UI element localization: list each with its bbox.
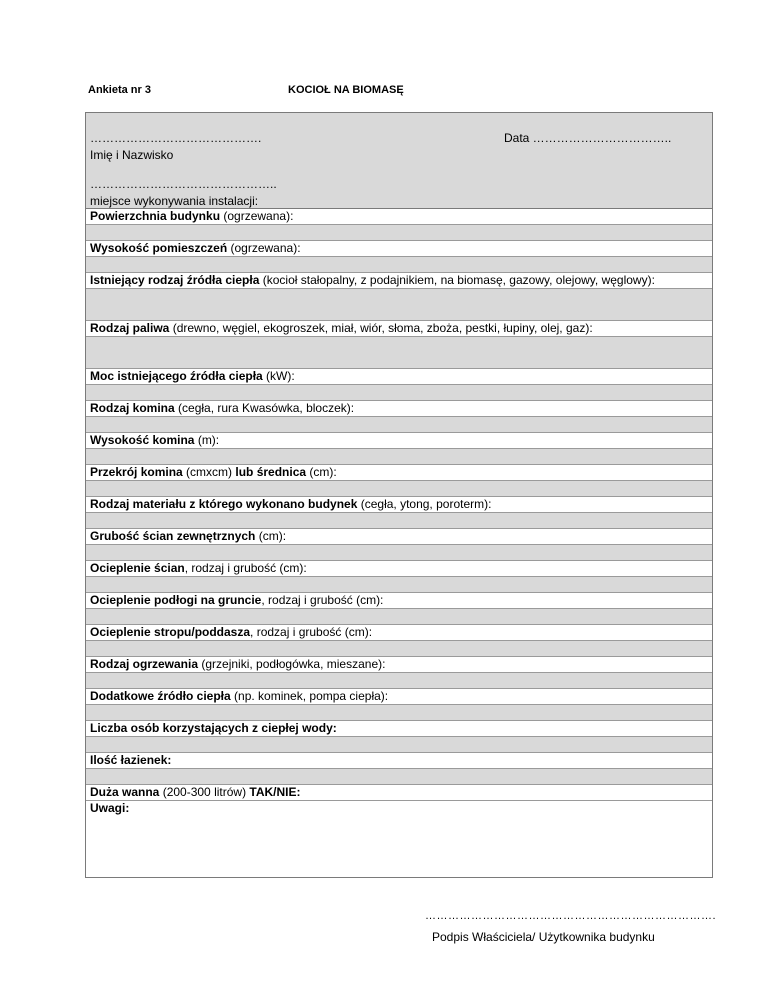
- row-rest-text: (np. kominek, pompa ciepła):: [230, 689, 389, 703]
- row-hot-water-users: [86, 721, 712, 737]
- row-bold-text: Wysokość komina: [90, 433, 195, 447]
- form-title: KOCIOŁ NA BIOMASĘ: [288, 84, 404, 96]
- row-fuel-type: [86, 321, 712, 337]
- row-rest-text: (ogrzewana):: [227, 241, 301, 255]
- row-additional-heat-source: [86, 689, 712, 705]
- row-rest-text: (200-300 litrów): [159, 785, 250, 799]
- row-rest-text: (kocioł stałopalny, z podajnikiem, na biomasę, gazowy, olejowy, węglowy):: [259, 273, 655, 287]
- row-rest-text: (cmxcm): [182, 465, 236, 479]
- row-rest-text: , rodzaj i grubość (cm):: [184, 561, 307, 575]
- survey-form: [85, 112, 713, 878]
- row-bold-text: Wysokość pomieszczeń: [90, 241, 228, 255]
- place-label: miejsce wykonywania instalacji:: [90, 194, 259, 208]
- answer-field[interactable]: [86, 641, 712, 657]
- row-floor-insulation: [86, 593, 712, 609]
- row-rest-text: (grzejniki, podłogówka, mieszane):: [198, 657, 386, 671]
- row-rest-text: (cm):: [255, 529, 287, 543]
- answer-field[interactable]: [86, 609, 712, 625]
- row-bold-text: Ocieplenie ścian: [90, 561, 185, 575]
- row-room-height: [86, 241, 712, 257]
- row-bold-text: Liczba osób korzystających z ciepłej wody:: [90, 721, 337, 735]
- row-bold-text: Powierzchnia budynku: [90, 209, 221, 223]
- answer-field[interactable]: [86, 385, 712, 401]
- row-bold-text: Ocieplenie podłogi na gruncie: [90, 593, 262, 607]
- row-bold-text: Ocieplenie stropu/poddasza: [90, 625, 251, 639]
- row-bold-text: Przekrój komina: [90, 465, 183, 479]
- row-bold-text: Rodzaj paliwa: [90, 321, 170, 335]
- answer-field[interactable]: [86, 417, 712, 433]
- row-bold-text: Duża wanna: [90, 785, 160, 799]
- row-rest-text: (cegła, ytong, poroterm):: [357, 497, 492, 511]
- row-large-bathtub: [86, 785, 712, 801]
- row-rest-text: (cegła, rura Kwasówka, bloczek):: [174, 401, 355, 415]
- row-ceiling-insulation: [86, 625, 712, 641]
- row-bold-text: Ilość łazienek:: [90, 753, 172, 767]
- row-heat-source-power: [86, 369, 712, 385]
- answer-field[interactable]: [86, 673, 712, 689]
- row-bold-text: Istniejący rodzaj źródła ciepła: [90, 273, 260, 287]
- answer-field[interactable]: [86, 225, 712, 241]
- answer-field[interactable]: [86, 337, 712, 369]
- date-field[interactable]: Data ……………………………..: [504, 131, 672, 145]
- name-field[interactable]: …………………………………….: [90, 131, 262, 145]
- answer-field[interactable]: [86, 257, 712, 273]
- row-wall-thickness: [86, 529, 712, 545]
- remarks-label: Uwagi:: [90, 801, 130, 815]
- row-bold-text: Grubość ścian zewnętrznych: [90, 529, 256, 543]
- row-bathroom-count: [86, 753, 712, 769]
- row-rest-text: (m):: [194, 433, 220, 447]
- answer-field[interactable]: [86, 289, 712, 321]
- name-label: Imię i Nazwisko: [90, 148, 174, 162]
- answer-field[interactable]: [86, 481, 712, 497]
- row-rest-text: (drewno, węgiel, ekogroszek, miał, wiór, słoma, zboża, pestki, łupiny, olej, gaz):: [169, 321, 593, 335]
- row-rest-text: , rodzaj i grubość (cm):: [250, 625, 373, 639]
- row-building-area: [86, 209, 712, 225]
- survey-number: Ankieta nr 3: [88, 84, 151, 96]
- personal-info-block: [86, 113, 712, 209]
- row-bold-text: Rodzaj materiału z którego wykonano budynek: [90, 497, 358, 511]
- row-heat-source-type: [86, 273, 712, 289]
- answer-field[interactable]: [86, 545, 712, 561]
- row-bold-text: Rodzaj komina: [90, 401, 175, 415]
- row-chimney-height: [86, 433, 712, 449]
- row-chimney-type: [86, 401, 712, 417]
- answer-field[interactable]: [86, 577, 712, 593]
- row-rest-text: , rodzaj i grubość (cm):: [261, 593, 384, 607]
- answer-field[interactable]: [86, 513, 712, 529]
- row-bold-text: lub średnica: [235, 465, 307, 479]
- row-rest-text: (ogrzewana):: [220, 209, 294, 223]
- row-bold-text: TAK/NIE:: [249, 785, 301, 799]
- row-building-material: [86, 497, 712, 513]
- signature-line[interactable]: ………………………………………………………………….: [425, 910, 717, 922]
- answer-field[interactable]: [86, 737, 712, 753]
- row-rest-text: (kW):: [262, 369, 295, 383]
- answer-field[interactable]: [86, 769, 712, 785]
- row-heating-type: [86, 657, 712, 673]
- row-chimney-section: [86, 465, 712, 481]
- row-rest-text: (cm):: [306, 465, 337, 479]
- row-bold-text: Rodzaj ogrzewania: [90, 657, 199, 671]
- row-bold-text: Moc istniejącego źródła ciepła: [90, 369, 263, 383]
- answer-field[interactable]: [86, 449, 712, 465]
- row-wall-insulation: [86, 561, 712, 577]
- answer-field[interactable]: [86, 705, 712, 721]
- signature-label: Podpis Właściciela/ Użytkownika budynku: [432, 930, 655, 944]
- place-field[interactable]: ………………………………………..: [90, 177, 277, 191]
- row-bold-text: Dodatkowe źródło ciepła: [90, 689, 231, 703]
